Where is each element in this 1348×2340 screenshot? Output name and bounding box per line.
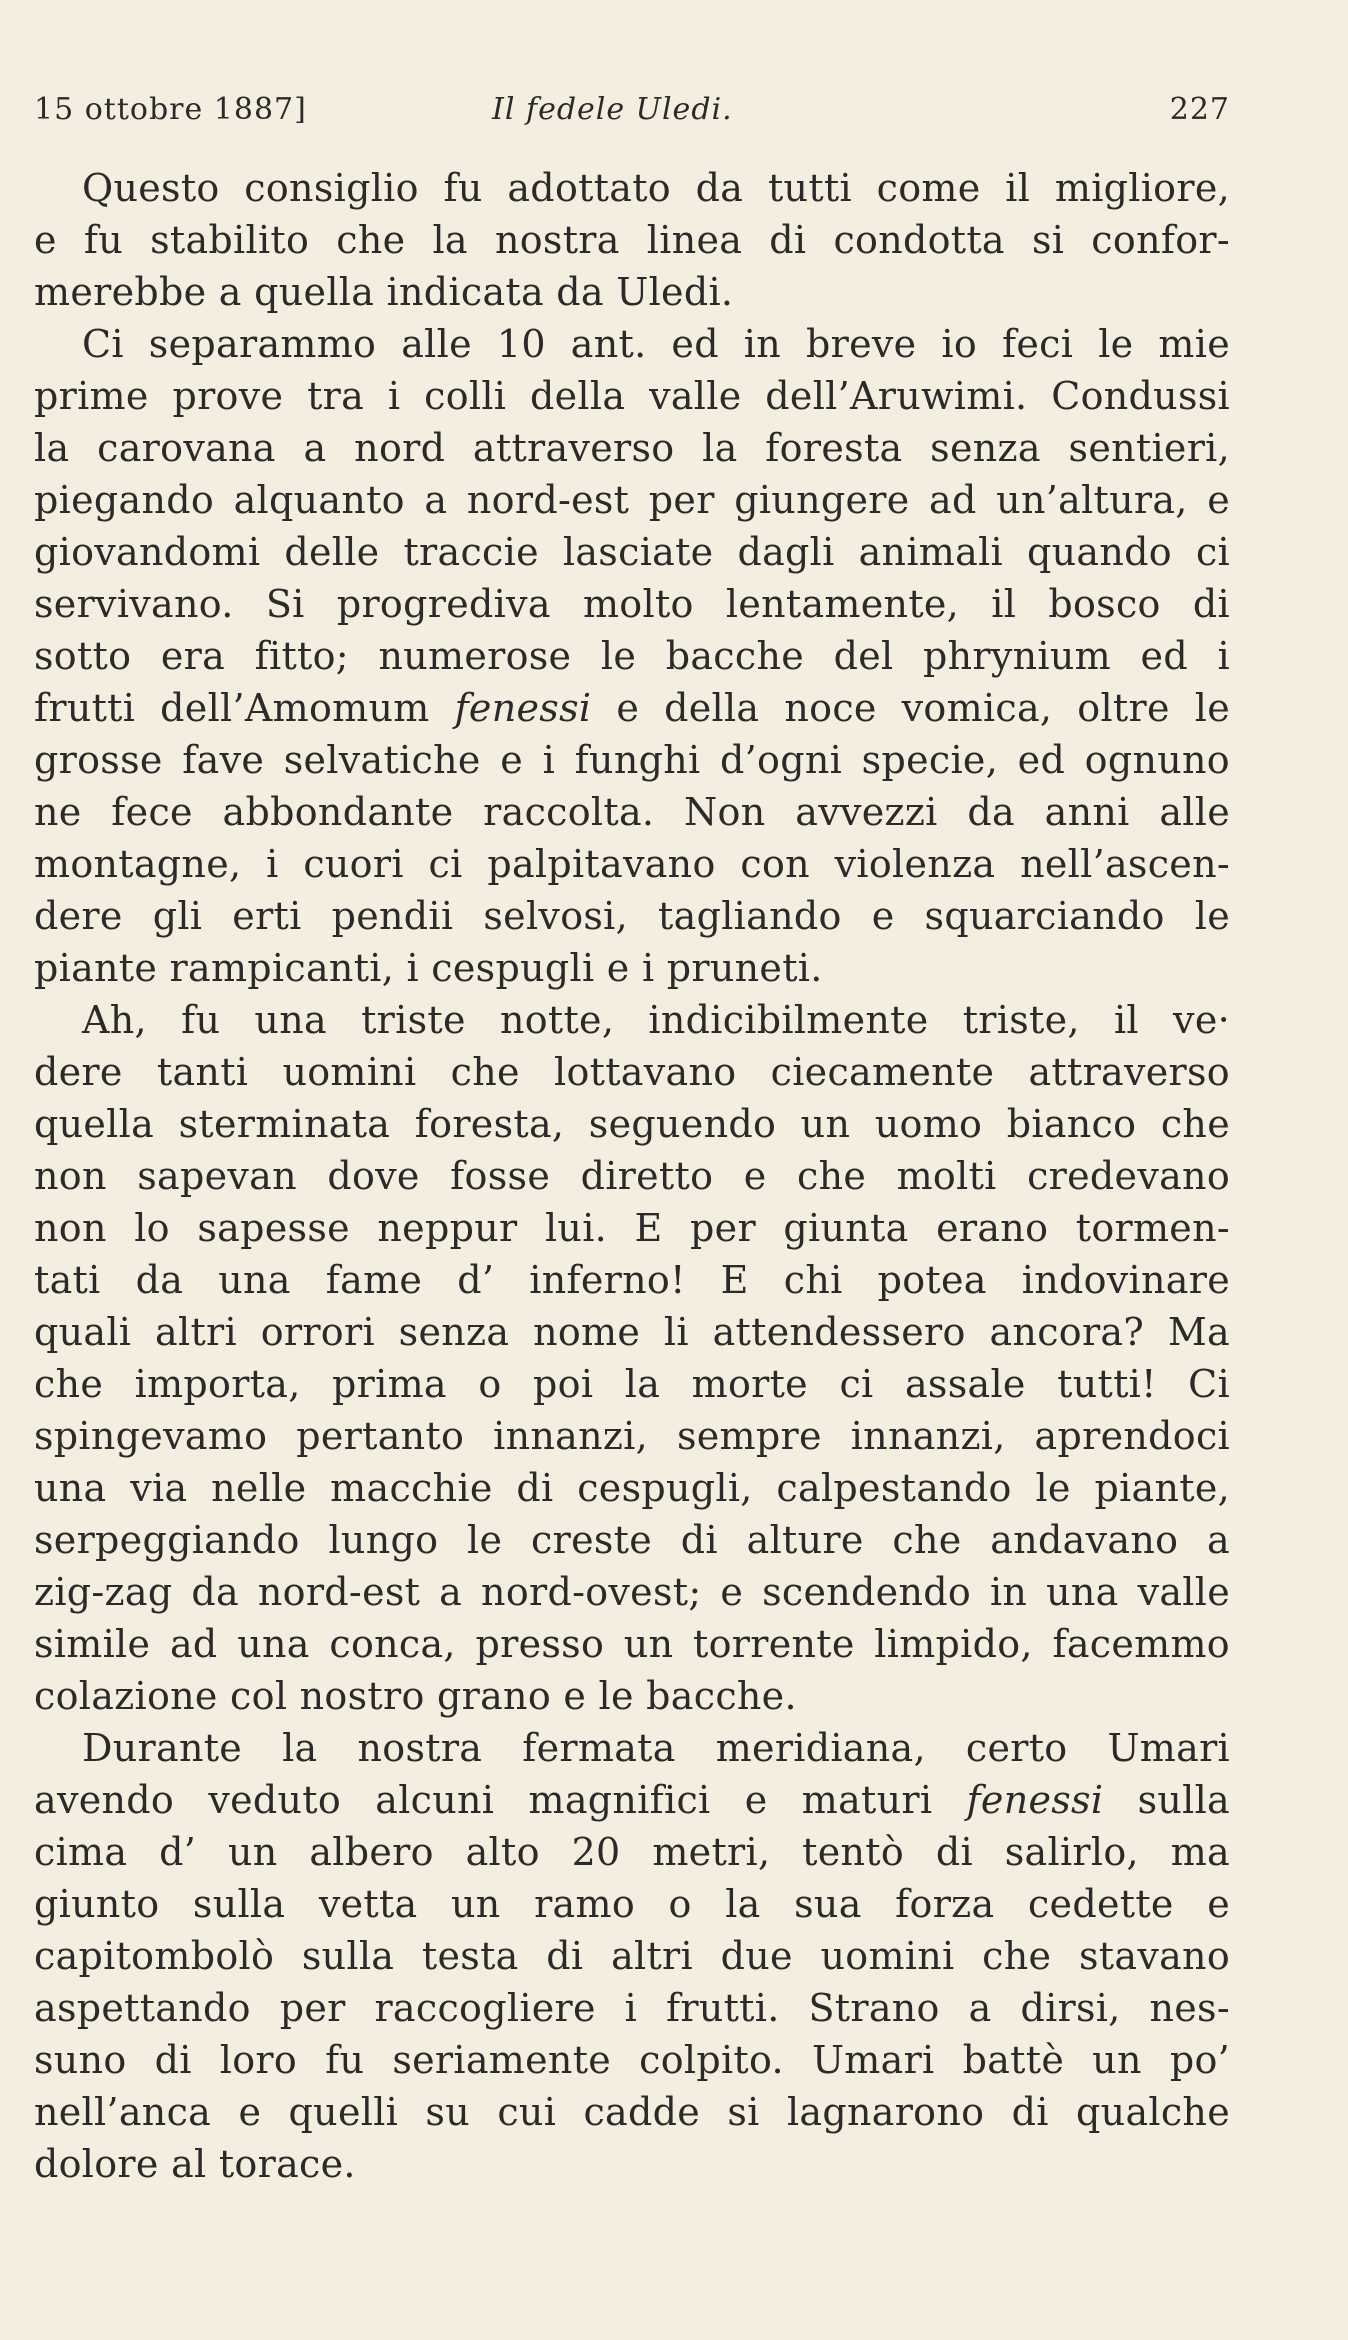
text-line: cima d’ un albero alto 20 metri, tentò di salirlo, ma bbox=[34, 1830, 1230, 1874]
running-header bbox=[34, 92, 1230, 138]
page-number: 227 bbox=[1169, 92, 1230, 127]
text-line: non lo sapesse neppur lui. E per giunta erano tormen- bbox=[34, 1206, 1230, 1250]
text-line: colazione col nostro grano e le bacche. bbox=[34, 1674, 797, 1718]
text-line: dere tanti uomini che lottavano ciecamente attraverso bbox=[34, 1050, 1230, 1094]
header-date: 15 ottobre 1887] bbox=[34, 92, 307, 127]
text-line: grosse fave selvatiche e i funghi d’ogni specie, ed ognuno bbox=[34, 738, 1230, 782]
text-line: serpeggiando lungo le creste di alture che andavano a bbox=[34, 1518, 1230, 1562]
text-line-segment: sulla bbox=[1103, 1778, 1230, 1822]
text-line: che importa, prima o poi la morte ci assale tutti! Ci bbox=[34, 1362, 1230, 1406]
text-line bbox=[34, 682, 1230, 734]
text-line: quella sterminata foresta, seguendo un uomo bianco che bbox=[34, 1102, 1230, 1146]
body-text bbox=[34, 162, 1230, 2190]
text-line: aspettando per raccogliere i frutti. Strano a dirsi, nes- bbox=[34, 1986, 1230, 2030]
text-line-segment: frutti dell’Amomum bbox=[34, 686, 455, 730]
text-line: simile ad una conca, presso un torrente limpido, facemmo bbox=[34, 1622, 1230, 1666]
text-line: zig-zag da nord-est a nord-ovest; e scendendo in una valle bbox=[34, 1570, 1230, 1614]
text-line: servivano. Si progrediva molto lentamente, il bosco di bbox=[34, 582, 1230, 626]
text-line: tati da una fame d’ inferno! E chi potea indovinare bbox=[34, 1258, 1230, 1302]
text-line: giunto sulla vetta un ramo o la sua forza cedette e bbox=[34, 1882, 1230, 1926]
header-title: Il fedele Uledi. bbox=[492, 92, 733, 127]
text-line: la carovana a nord attraverso la foresta senza sentieri, bbox=[34, 426, 1230, 470]
text-line bbox=[34, 1774, 1230, 1826]
text-line: merebbe a quella indicata da Uledi. bbox=[34, 270, 734, 314]
text-line-segment: e della noce vomica, oltre le bbox=[591, 686, 1230, 730]
text-line: ne fece abbondante raccolta. Non avvezzi da anni alle bbox=[34, 790, 1230, 834]
text-line: Durante la nostra fermata meridiana, certo Umari bbox=[82, 1726, 1230, 1770]
italic-word: fenessi bbox=[454, 686, 592, 730]
text-line: una via nelle macchie di cespugli, calpestando le piante, bbox=[34, 1466, 1230, 1510]
text-line: spingevamo pertanto innanzi, sempre innanzi, aprendoci bbox=[34, 1414, 1230, 1458]
text-line: piegando alquanto a nord-est per giungere ad un’altura, e bbox=[34, 478, 1230, 522]
text-line: capitombolò sulla testa di altri due uomini che stavano bbox=[34, 1934, 1230, 1978]
text-line-segment: avendo veduto alcuni magnifici e maturi bbox=[34, 1778, 967, 1822]
italic-word: fenessi bbox=[966, 1778, 1104, 1822]
text-line: nell’anca e quelli su cui cadde si lagnarono di qualche bbox=[34, 2090, 1230, 2134]
text-line: piante rampicanti, i cespugli e i pruneti. bbox=[34, 946, 823, 990]
text-line: Ci separammo alle 10 ant. ed in breve io feci le mie bbox=[82, 322, 1230, 366]
text-line: giovandomi delle traccie lasciate dagli animali quando ci bbox=[34, 530, 1230, 574]
text-line: sotto era fitto; numerose le bacche del phrynium ed i bbox=[34, 634, 1230, 678]
text-line: non sapevan dove fosse diretto e che molti credevano bbox=[34, 1154, 1230, 1198]
text-line: dolore al torace. bbox=[34, 2142, 356, 2186]
text-line: e fu stabilito che la nostra linea di condotta si confor- bbox=[34, 218, 1230, 262]
text-line: Ah, fu una triste notte, indicibilmente triste, il ve· bbox=[82, 998, 1230, 1042]
text-line: montagne, i cuori ci palpitavano con violenza nell’ascen- bbox=[34, 842, 1230, 886]
text-line: dere gli erti pendii selvosi, tagliando e squarciando le bbox=[34, 894, 1230, 938]
text-line: quali altri orrori senza nome li attendessero ancora? Ma bbox=[34, 1310, 1230, 1354]
text-line: Questo consiglio fu adottato da tutti come il migliore, bbox=[82, 166, 1230, 210]
text-line: suno di loro fu seriamente colpito. Umari battè un po’ bbox=[34, 2038, 1230, 2082]
text-line: prime prove tra i colli della valle dell’Aruwimi. Condussi bbox=[34, 374, 1230, 418]
